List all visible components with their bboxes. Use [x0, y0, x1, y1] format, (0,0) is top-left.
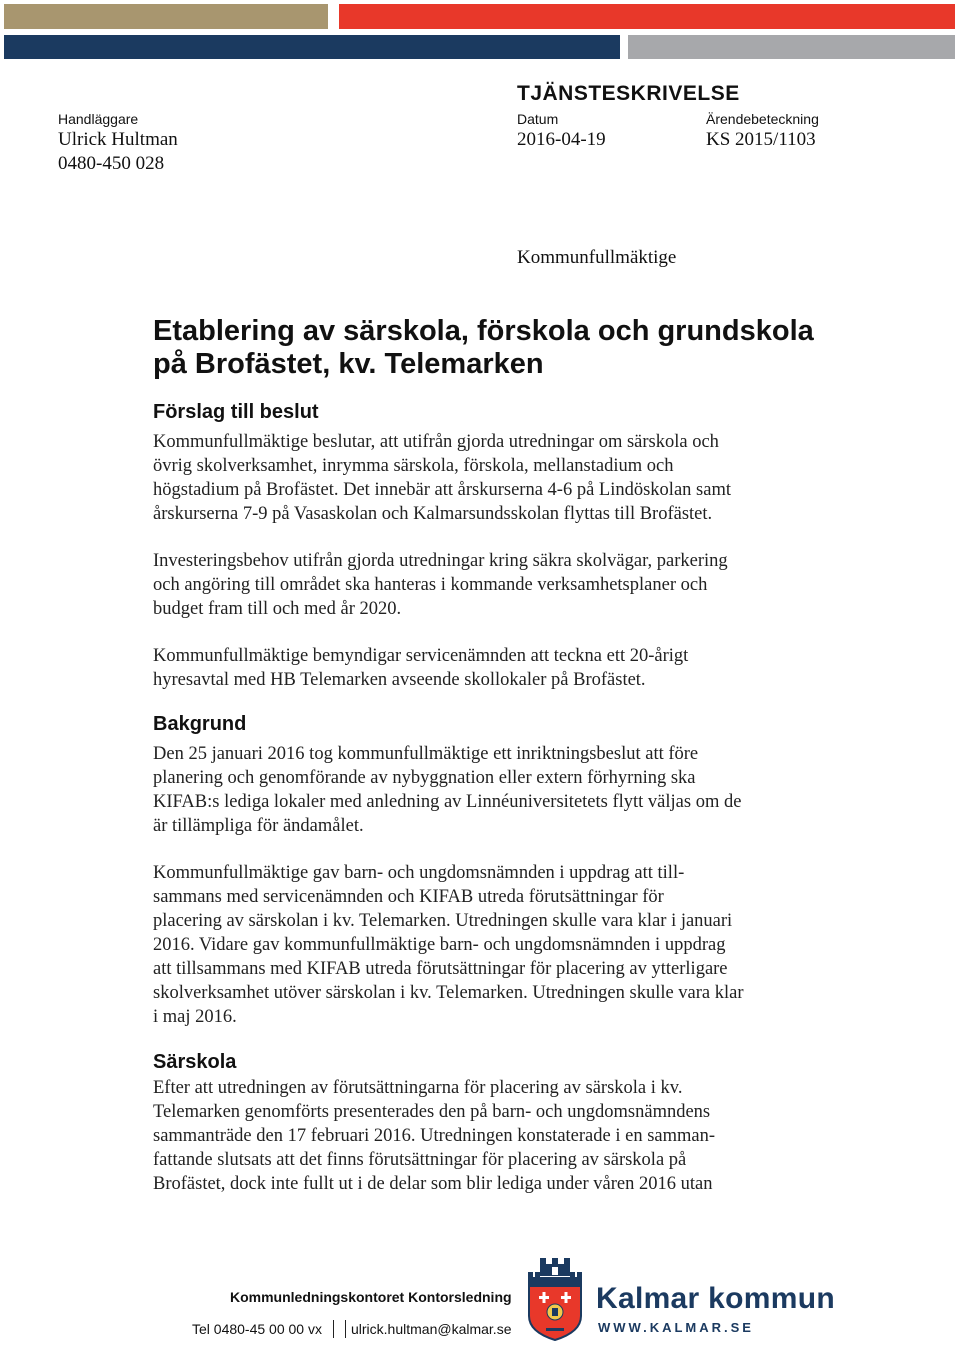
kalmar-kommun-logo-text: Kalmar kommun [596, 1282, 835, 1315]
text-line: budget fram till och med år 2020. [153, 599, 402, 619]
header-bar-tan [4, 4, 328, 29]
handlaggare-phone: 0480-450 028 [58, 153, 165, 174]
text-line: sammanträde den 17 februari 2016. Utredningen konstaterade i en samman- [153, 1126, 716, 1146]
text-line: Kommunfullmäktige bemyndigar servicenämnden att teckna ett 20-årigt [153, 646, 689, 666]
text-line: Den 25 januari 2016 tog kommunfullmäktige ett inriktningsbeslut att före [153, 744, 699, 764]
recipient: Kommunfullmäktige [517, 247, 677, 268]
text-line: övrig skolverksamhet, inrymma särskola, förskola, mellanstadium och [153, 456, 674, 476]
text-line: Kommunfullmäktige beslutar, att utifrån gjorda utredningar om särskola och [153, 432, 719, 452]
datum-label: Datum [517, 111, 559, 127]
footer-separator [333, 1320, 334, 1338]
header-bar-gray [628, 35, 955, 59]
text-line: sammans med servicenämnden och KIFAB utreda förutsättningar för [153, 887, 664, 907]
text-line: är tillämpliga för ändamålet. [153, 816, 364, 836]
document-title [153, 315, 853, 381]
paragraph-forslag-2 [153, 549, 813, 621]
text-line: skolverksamhet utöver särskolan i kv. Telemarken. Utredningen skulle vara klar [153, 983, 744, 1003]
kalmar-url-text: WWW.KALMAR.SE [598, 1320, 754, 1335]
text-line: att tillsammans med KIFAB utreda förutsättningar för placering av ytterligare [153, 959, 728, 979]
text-line: årskurserna 7-9 på Vasaskolan och Kalmarsundsskolan flyttas till Brofästet. [153, 504, 713, 524]
text-line: Kommunfullmäktige gav barn- och ungdomsnämnden i uppdrag att till- [153, 863, 685, 883]
footer-separator [345, 1320, 346, 1338]
paragraph-forslag-1 [153, 430, 813, 526]
header-bar-red [339, 4, 955, 29]
paragraph-bakgrund-1 [153, 742, 813, 838]
text-line: KIFAB:s lediga lokaler med anledning av Linnéuniversitetets flytt väljas om de [153, 792, 742, 812]
text-line: Efter att utredningen av förutsättningarna för placering av särskola i kv. [153, 1078, 683, 1098]
title-line-1: Etablering av särskola, förskola och grundskola [153, 315, 814, 347]
text-line: Telemarken genomförts presenterades den på barn- och ungdomsnämndens [153, 1102, 711, 1122]
text-line: 2016. Vidare gav kommunfullmäktige barn- och ungdomsnämnden i uppdrag [153, 935, 726, 955]
header-bar-navy [4, 35, 620, 59]
heading-forslag: Förslag till beslut [153, 401, 319, 423]
text-line: Brofästet, dock inte fullt ut i de delar som blir lediga under våren 2016 utan [153, 1174, 713, 1194]
text-line: fattande slutsats att det finns förutsättningar för placering av särskola på [153, 1150, 687, 1170]
text-line: högstadium på Brofästet. Det innebär att årskurserna 4-6 på Lindöskolan samt [153, 480, 731, 500]
text-line: och angöring till området ska hanteras i kommande verksamhetsplaner och [153, 575, 708, 595]
footer-office: Kommunledningskontoret Kontorsledning [230, 1289, 512, 1305]
handlaggare-label: Handläggare [58, 111, 139, 127]
text-line: i maj 2016. [153, 1007, 237, 1027]
paragraph-sarskola-1 [153, 1076, 813, 1196]
document-type: TJÄNSTESKRIVELSE [517, 82, 740, 105]
text-line: Investeringsbehov utifrån gjorda utredningar kring säkra skolvägar, parkering [153, 551, 728, 571]
paragraph-forslag-3 [153, 644, 813, 692]
footer-email-link[interactable]: ulrick.hultman@kalmar.se [351, 1321, 512, 1337]
datum-value: 2016-04-19 [517, 129, 606, 150]
handlaggare-name: Ulrick Hultman [58, 129, 178, 150]
text-line: planering och genomförande av nybyggnation eller extern förhyrning ska [153, 768, 696, 788]
heading-bakgrund: Bakgrund [153, 713, 247, 735]
paragraph-bakgrund-2 [153, 861, 813, 1029]
text-line: placering av särskolan i kv. Telemarken. Utredningen skulle vara klar i januari [153, 911, 733, 931]
text-line: hyresavtal med HB Telemarken avseende skollokaler på Brofästet. [153, 670, 646, 690]
footer-tel: Tel 0480-45 00 00 vx [192, 1321, 322, 1337]
title-line-2: på Brofästet, kv. Telemarken [153, 348, 544, 380]
heading-sarskola: Särskola [153, 1051, 237, 1073]
arende-value: KS 2015/1103 [706, 129, 816, 150]
kalmar-crest-icon [526, 1256, 584, 1342]
arende-label: Ärendebeteckning [706, 111, 819, 127]
